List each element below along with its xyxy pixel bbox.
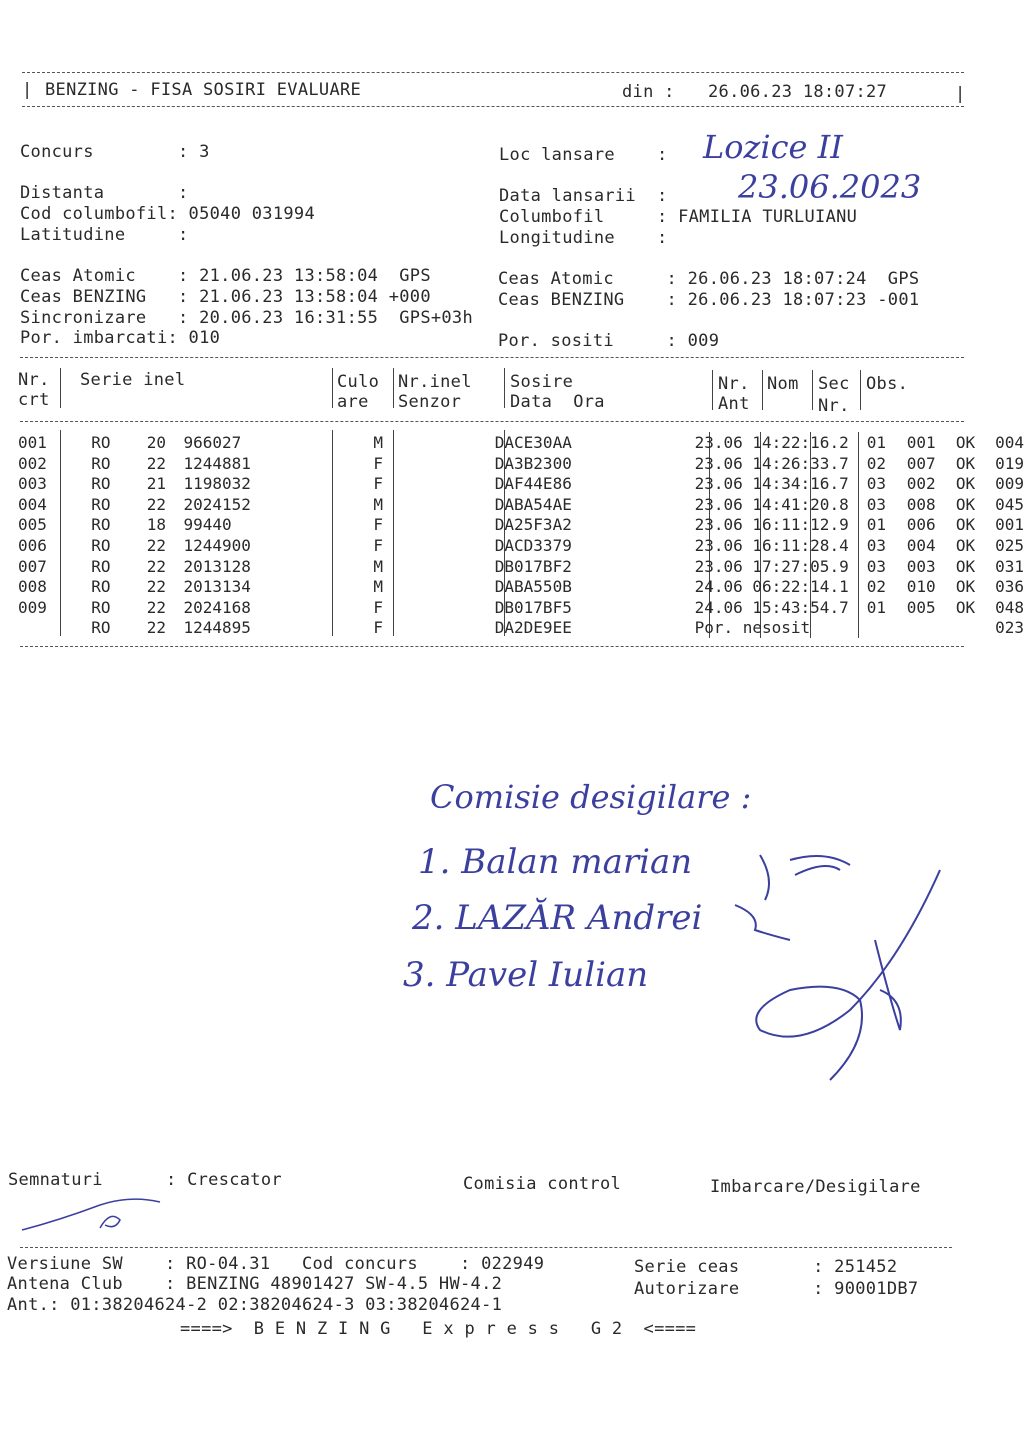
cell-obs: 025 <box>995 535 1024 555</box>
cell-nom: 001 <box>906 433 936 452</box>
cell-nom: 005 <box>906 597 936 617</box>
cell-senzor: DB017BF5 <box>494 597 572 617</box>
footer-line-3: Ant.: 01:38204624-2 02:38204624-3 03:38204624-1 <box>7 1295 503 1315</box>
table-row <box>18 474 1024 495</box>
cell-nr: 005 <box>18 515 47 535</box>
table-row <box>18 433 1024 454</box>
cell-sex: M <box>373 556 384 576</box>
table-row <box>18 515 1024 536</box>
cell-tara: RO <box>91 577 111 597</box>
col-sosire-1: Sosire <box>510 372 574 392</box>
cell-ant: 03 <box>866 535 886 555</box>
handwritten-loc-lansare: Lozice II <box>703 128 843 166</box>
cell-culoare <box>387 515 493 536</box>
col-nr-inel-1: Nr.inel <box>398 372 472 392</box>
cell-ant: 02 <box>866 577 886 597</box>
cell-an: 18 <box>146 515 166 535</box>
cell-sosire: 23.06 17:27:05.9 <box>694 556 849 576</box>
cell-inel: 966027 <box>183 433 242 452</box>
cell-sex: F <box>373 618 384 638</box>
table-row <box>18 577 1024 598</box>
cell-inel: 99440 <box>183 515 232 535</box>
cell-sec: OK <box>955 515 976 535</box>
cell-an: 20 <box>146 433 166 452</box>
cell-sosire: 24.06 15:43:54.7 <box>694 597 849 617</box>
cell-an: 22 <box>146 577 166 597</box>
cell-senzor: DACD3379 <box>494 535 572 555</box>
cell-sosire: 23.06 14:41:20.8 <box>694 494 849 514</box>
col-sep <box>332 368 333 408</box>
date-label: din : <box>622 82 675 102</box>
columbofil-field: Columbofil : FAMILIA TURLUIANU <box>499 207 858 227</box>
cell-nom: 006 <box>906 515 936 535</box>
cell-inel: 2013134 <box>183 577 251 597</box>
cell-an: 22 <box>146 453 166 473</box>
date-value: 26.06.23 18:07:27 <box>708 82 888 102</box>
cell-obs: 009 <box>995 474 1024 494</box>
cell-sec: OK <box>955 535 976 555</box>
arrivals-table <box>18 433 1024 639</box>
crescator-signature <box>20 1190 180 1240</box>
cell-inel: 2013128 <box>183 556 251 576</box>
cell-sec: OK <box>955 453 976 473</box>
cell-nr: 008 <box>18 577 47 597</box>
cell-ant: 03 <box>866 556 886 576</box>
cell-culoare <box>387 474 493 495</box>
cell-senzor: DAF44E86 <box>494 474 572 494</box>
commission-member-1: 1. Balan marian <box>418 842 693 882</box>
table-row <box>18 536 1024 557</box>
cell-ant: 03 <box>866 494 886 514</box>
cell-senzor: DABA550B <box>494 577 572 597</box>
cell-sex: F <box>373 535 384 555</box>
table-row <box>18 598 1024 619</box>
cell-an: 22 <box>146 556 166 576</box>
cell-obs: 031 <box>995 556 1024 576</box>
cell-inel: 1244881 <box>183 453 251 473</box>
cell-nr: 003 <box>18 474 47 494</box>
cell-tara: RO <box>91 515 111 535</box>
col-nr-crt-2: crt <box>18 390 50 410</box>
col-sep <box>860 370 861 410</box>
data-lansarii-field: Data lansarii : <box>499 186 668 206</box>
cell-nom: 008 <box>906 494 936 514</box>
latitudine-field: Latitudine : <box>20 225 189 245</box>
cell-inel: 1244900 <box>183 535 251 555</box>
clock-left-3: Sincronizare : 20.06.23 16:31:55 GPS+03h <box>20 308 473 328</box>
cell-sec: OK <box>955 433 976 452</box>
cell-ant <box>849 618 901 639</box>
cell-inel: 1244895 <box>183 618 251 638</box>
col-obs: Obs. <box>866 374 909 394</box>
cell-senzor: DA3B2300 <box>494 453 572 473</box>
cell-sex: F <box>373 453 384 473</box>
cell-tara: RO <box>91 494 111 514</box>
cell-sosire: 23.06 14:34:16.7 <box>694 474 849 494</box>
cell-sec <box>948 618 987 639</box>
cell-tara: RO <box>91 535 111 555</box>
header-bottom-rule <box>22 106 964 107</box>
signatures-label: Semnaturi : Crescator <box>8 1170 282 1190</box>
clock-right-2: Ceas BENZING : 26.06.23 18:07:23 -001 <box>498 290 920 310</box>
cell-sex: F <box>373 515 384 535</box>
cell-sec: OK <box>955 556 976 576</box>
cell-obs: 036 <box>995 577 1024 597</box>
cell-sex: M <box>373 577 384 597</box>
col-culoare-2: are <box>337 392 369 412</box>
cell-sex: F <box>373 474 384 494</box>
cell-an: 22 <box>146 535 166 555</box>
cell-sex: M <box>373 494 384 514</box>
cell-culoare <box>387 536 493 557</box>
cell-sosire: 23.06 14:26:33.7 <box>694 453 849 473</box>
cell-culoare <box>387 454 493 475</box>
col-sec-1: Sec <box>818 374 850 394</box>
cell-ant: 01 <box>866 515 886 535</box>
cell-inel: 2024168 <box>183 597 251 617</box>
col-nom: Nom <box>767 374 799 394</box>
signature-scribbles <box>730 840 970 1100</box>
col-sep <box>812 370 813 410</box>
table-row <box>18 618 1024 639</box>
header-left-bar: | <box>22 80 33 100</box>
cell-obs: 045 <box>995 494 1024 514</box>
cell-an: 22 <box>146 494 166 514</box>
col-serie-inel: Serie inel <box>80 370 186 390</box>
cell-senzor: DA25F3A2 <box>494 515 572 535</box>
col-sep <box>504 368 505 408</box>
cell-ant: 03 <box>866 474 886 494</box>
cell-senzor: DABA54AE <box>494 494 572 514</box>
cell-sex: F <box>373 597 384 617</box>
cell-senzor: DB017BF2 <box>494 556 572 576</box>
cell-senzor: DA2DE9EE <box>494 618 572 638</box>
clock-left-1: Ceas Atomic : 21.06.23 13:58:04 GPS <box>20 266 431 286</box>
cell-culoare <box>387 495 493 516</box>
cell-sosire: 23.06 14:22:16.2 <box>694 433 849 452</box>
cell-obs: 001 <box>995 515 1024 535</box>
cell-nom: 007 <box>906 453 936 473</box>
col-nr-ant-2: Ant <box>718 394 750 414</box>
cell-nom: 002 <box>906 474 936 494</box>
cell-obs: 019 <box>995 453 1024 473</box>
footer-top-rule <box>20 1247 952 1248</box>
cell-culoare <box>387 577 493 598</box>
cell-nr: 006 <box>18 535 47 555</box>
brand-line: ====> B E N Z I N G E x p r e s s G 2 <==== <box>180 1319 697 1339</box>
col-nr-ant-1: Nr. <box>718 374 750 394</box>
col-nr-crt-1: Nr. <box>18 370 50 390</box>
commission-member-3: 3. Pavel Iulian <box>403 955 649 995</box>
cell-sosire: 23.06 16:11:12.9 <box>694 515 849 535</box>
cell-nom: 003 <box>906 556 936 576</box>
loc-lansare-field: Loc lansare : <box>499 145 668 165</box>
commission-heading: Comisie desigilare : <box>430 778 752 816</box>
cell-ant: 02 <box>866 453 886 473</box>
col-nr-inel-2: Senzor <box>398 392 462 412</box>
clock-left-2: Ceas BENZING : 21.06.23 13:58:04 +000 <box>20 287 431 307</box>
cell-inel: 2024152 <box>183 494 251 514</box>
cell-tara: RO <box>91 597 111 617</box>
cell-tara: RO <box>91 453 111 473</box>
cell-nr: 002 <box>18 453 47 473</box>
cell-culoare <box>387 598 493 619</box>
cell-sosire: 24.06 06:22:14.1 <box>694 577 849 597</box>
table-row <box>18 454 1024 475</box>
cell-nr: 004 <box>18 494 47 514</box>
cell-nr <box>18 618 87 639</box>
cell-obs: 048 <box>995 597 1024 617</box>
cell-sec: OK <box>955 597 976 617</box>
col-sep <box>762 370 763 410</box>
col-sec-2: Nr. <box>818 396 850 416</box>
cell-nom: 004 <box>906 535 936 555</box>
col-sep <box>60 368 61 408</box>
cell-ant: 01 <box>866 597 886 617</box>
cell-an: 22 <box>146 618 166 638</box>
longitudine-field: Longitudine : <box>499 228 668 248</box>
cell-an: 21 <box>146 474 166 494</box>
table-row <box>18 557 1024 578</box>
autorizare: Autorizare : 90001DB7 <box>634 1279 919 1299</box>
cell-sec: OK <box>955 577 976 597</box>
clock-right-1: Ceas Atomic : 26.06.23 18:07:24 GPS <box>498 269 920 289</box>
cod-columbofil-field: Cod columbofil: 05040 031994 <box>20 204 315 224</box>
por-sositi: Por. sositi : 009 <box>498 331 720 351</box>
comisia-control-label: Comisia control <box>463 1174 622 1194</box>
cell-culoare <box>387 433 493 454</box>
cell-ant: 01 <box>866 433 886 452</box>
cell-nr: 007 <box>18 556 47 576</box>
col-sep <box>712 370 713 410</box>
commission-member-2: 2. LAZĂR Andrei <box>412 898 703 938</box>
page-title: BENZING - FISA SOSIRI EVALUARE <box>45 80 362 100</box>
cell-obs: 023 <box>995 618 1024 638</box>
cell-tara: RO <box>91 474 111 494</box>
cell-an: 22 <box>146 597 166 617</box>
header-top-rule <box>22 72 964 73</box>
cell-sec: OK <box>955 474 976 494</box>
header-right-bar: | <box>955 84 966 104</box>
cell-senzor: DACE30AA <box>494 433 572 452</box>
cell-culoare <box>387 618 493 639</box>
table-row <box>18 495 1024 516</box>
concurs-field: Concurs : 3 <box>20 142 210 162</box>
footer-line-1: Versiune SW : RO-04.31 Cod concurs : 022949 <box>7 1254 545 1274</box>
cell-tara: RO <box>91 433 111 452</box>
por-imbarcati: Por. imbarcati: 010 <box>20 328 221 348</box>
cell-tara: RO <box>91 556 111 576</box>
cell-tara: RO <box>91 618 111 638</box>
cell-sosire: Por. nesosit <box>694 618 811 638</box>
col-sep <box>393 368 394 408</box>
cell-nr: 001 <box>18 433 47 452</box>
cell-nr: 009 <box>18 597 47 617</box>
table-bottom-rule <box>20 646 964 647</box>
cell-culoare <box>387 557 493 578</box>
handwritten-data-lansarii: 23.06.2023 <box>738 168 922 206</box>
serie-ceas: Serie ceas : 251452 <box>634 1257 898 1277</box>
footer-line-2: Antena Club : BENZING 48901427 SW-4.5 HW-4.2 <box>7 1274 503 1294</box>
cell-sec: OK <box>955 494 976 514</box>
cell-inel: 1198032 <box>183 474 251 494</box>
cell-sosire: 23.06 16:11:28.4 <box>694 535 849 555</box>
col-sosire-2: Data Ora <box>510 392 605 412</box>
cell-nom: 010 <box>906 577 936 597</box>
cell-nom <box>901 618 948 639</box>
col-culoare-1: Culo <box>337 372 380 392</box>
cell-obs: 004 <box>995 433 1024 452</box>
header-bottom-rule-2 <box>20 421 964 422</box>
cell-sex: M <box>373 433 384 452</box>
table-top-rule <box>20 357 964 358</box>
imbarcare-label: Imbarcare/Desigilare <box>710 1177 921 1197</box>
distanta-field: Distanta : <box>20 183 189 203</box>
